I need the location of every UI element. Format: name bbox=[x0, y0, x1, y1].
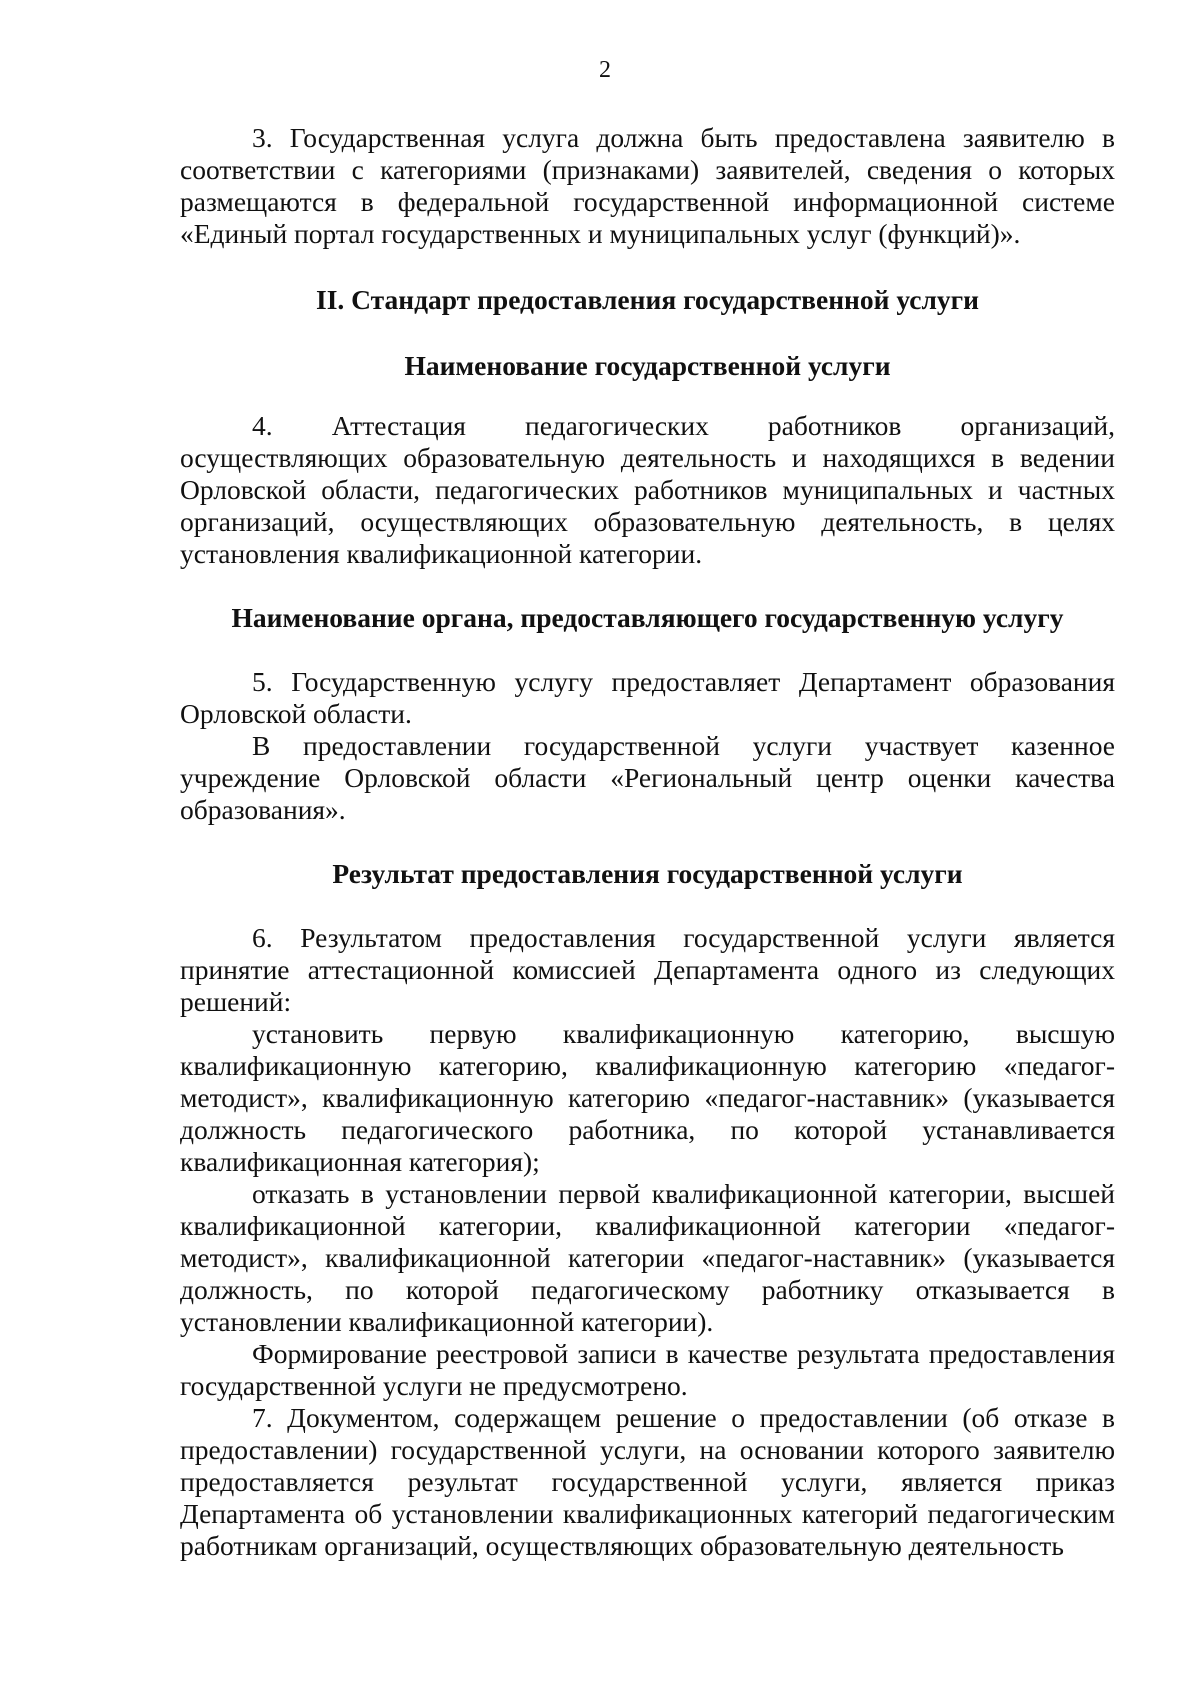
paragraph-3: 3. Государственная услуга должна быть предоставлена заявителю в соответствии с категориями (признаками) заявителей, сведения о которых размещаются в федеральной государственной информационной системе «Единый портал государственных и муниципальных услуг (функций)». bbox=[180, 122, 1115, 249]
heading-service-name: Наименование государственной услуги bbox=[404, 350, 891, 381]
heading-authority-name: Наименование органа, предоставляющего государственную услугу bbox=[231, 602, 1064, 633]
paragraph-6a: установить первую квалификационную категорию, высшую квалификационную категорию, квалификационную категорию «педагог-методист», квалификационную категорию «педагог-наставник» (указывается должность педагогического работника, по которой устанавливается квалификационная категория); bbox=[180, 1018, 1115, 1177]
page-number: 2 bbox=[599, 57, 611, 83]
paragraph-5: 5. Государственную услугу предоставляет Департамент образования Орловской области. bbox=[180, 666, 1115, 729]
paragraph-4: 4. Аттестация педагогических работников организаций, осуществляющих образовательную деятельность и находящихся в ведении Орловской области, педагогических работников муниципальных и частных организаций, осуществляющих образовательную деятельность, в целях установления квалификационной категории. bbox=[180, 410, 1115, 569]
paragraph-6c: Формирование реестровой записи в качестве результата предоставления государственной услуги не предусмотрено. bbox=[180, 1338, 1115, 1401]
paragraph-6: 6. Результатом предоставления государственной услуги является принятие аттестационной комиссией Департамента одного из следующих решений: bbox=[180, 922, 1115, 1017]
paragraph-5b: В предоставлении государственной услуги участвует казенное учреждение Орловской области «Региональный центр оценки качества образования». bbox=[180, 730, 1115, 825]
heading-result: Результат предоставления государственной услуги bbox=[332, 858, 963, 889]
paragraph-6b: отказать в установлении первой квалификационной категории, высшей квалификационной категории, квалификационной категории «педагог-методист», квалификационной категории «педагог-наставник» (указывается должность, по которой педагогическому работнику отказывается в установлении квалификационной категории). bbox=[180, 1178, 1115, 1337]
document-body bbox=[180, 122, 1115, 1562]
section-heading: II. Стандарт предоставления государственной услуги bbox=[316, 284, 979, 315]
paragraph-7: 7. Документом, содержащем решение о предоставлении (об отказе в предоставлении) государственной услуги, на основании которого заявителю предоставляется результат государственной услуги, является приказ Департамента об установлении квалификационных категорий педагогическим работникам организаций, осуществляющих образовательную деятельность bbox=[180, 1402, 1115, 1561]
